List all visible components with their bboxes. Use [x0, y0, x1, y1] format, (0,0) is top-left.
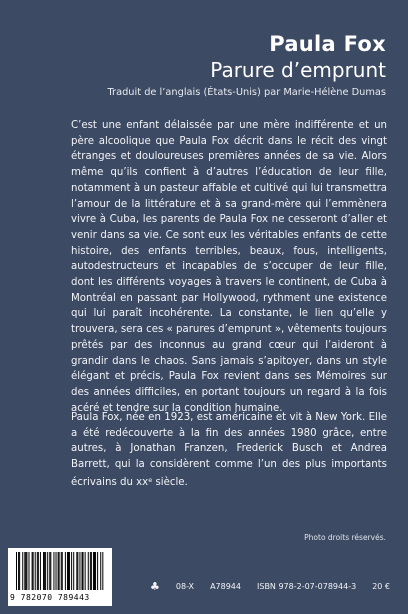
bio-paragraph	[71, 410, 387, 491]
photo-credit: Photo droits réservés.	[304, 533, 386, 542]
author-name: Paula Fox	[269, 32, 386, 56]
translator-credit: Traduit de l’anglais (États-Unis) par Marie-Hélène Dumas	[107, 87, 386, 98]
book-title: Parure d’emprunt	[210, 58, 386, 82]
bio-century-sup: e	[148, 475, 153, 484]
code-a78944: A78944	[210, 582, 241, 591]
price: 20 €	[372, 582, 390, 591]
back-cover-summary	[71, 118, 387, 416]
bio-century: xx	[136, 476, 149, 488]
barcode	[8, 548, 112, 606]
summary-paragraph: C’est une enfant délaissée par une mère indifférente et un père alcoolique que Paula Fox décrit dans le récit des vingt étranges et douloureuses premières années de sa vie. Alors même qu’ils confient à d’autres l’éducation de leur fille, notamment à un pasteur affable et cultivé qui lui transmettra l’amour de la littérature et à sa grand-mère qui l’emmènera vivre à Cuba, les parents de Paula Fox ne cesseront d’aller et venir dans sa vie. Ce sont eux les véritables enfants de cette histoire, des enfants terribles, beaux, fous, intelligents, autodestructeurs et incapables de s’occuper de leur fille, dont les différents voyages à travers le continent, de Cuba à Montréal en passant par Hollywood, rythment une existence qui lui paraît incohérente. La constante, le lien qu’elle y trouvera, sera ces « parures d’emprunt », vêtements toujours prêtés par des inconnus au grand cœur qui l’aideront à grandir dans le chaos. Sans jamais s’apitoyer, dans un style élégant et précis, Paula Fox revient dans ses Mémoires sur des années difficiles, en portant toujours un regard à la fois acéré et tendre sur la condition humaine.	[71, 120, 387, 414]
code-08x: 08-X	[175, 582, 195, 591]
bio-end: siècle.	[152, 476, 188, 488]
barcode-bars	[16, 552, 104, 592]
isbn: ISBN 978-2-07-078944-3	[257, 582, 357, 591]
bio-text: Paula Fox, née en 1923, est américaine et vit à New York. Elle a été redécouverte à la fin des années 1980 grâce, entre autres, à Jonathan Franzen, Frederick Busch et Andrea Barrett, qui la considèrent comme l’un des plus importants écrivains du	[71, 412, 387, 488]
author-bio	[71, 410, 387, 491]
barcode-digits: 9 782070 789443	[10, 593, 90, 602]
gallimard-logo-icon: ♣	[150, 580, 160, 593]
footer-codes	[150, 580, 390, 593]
